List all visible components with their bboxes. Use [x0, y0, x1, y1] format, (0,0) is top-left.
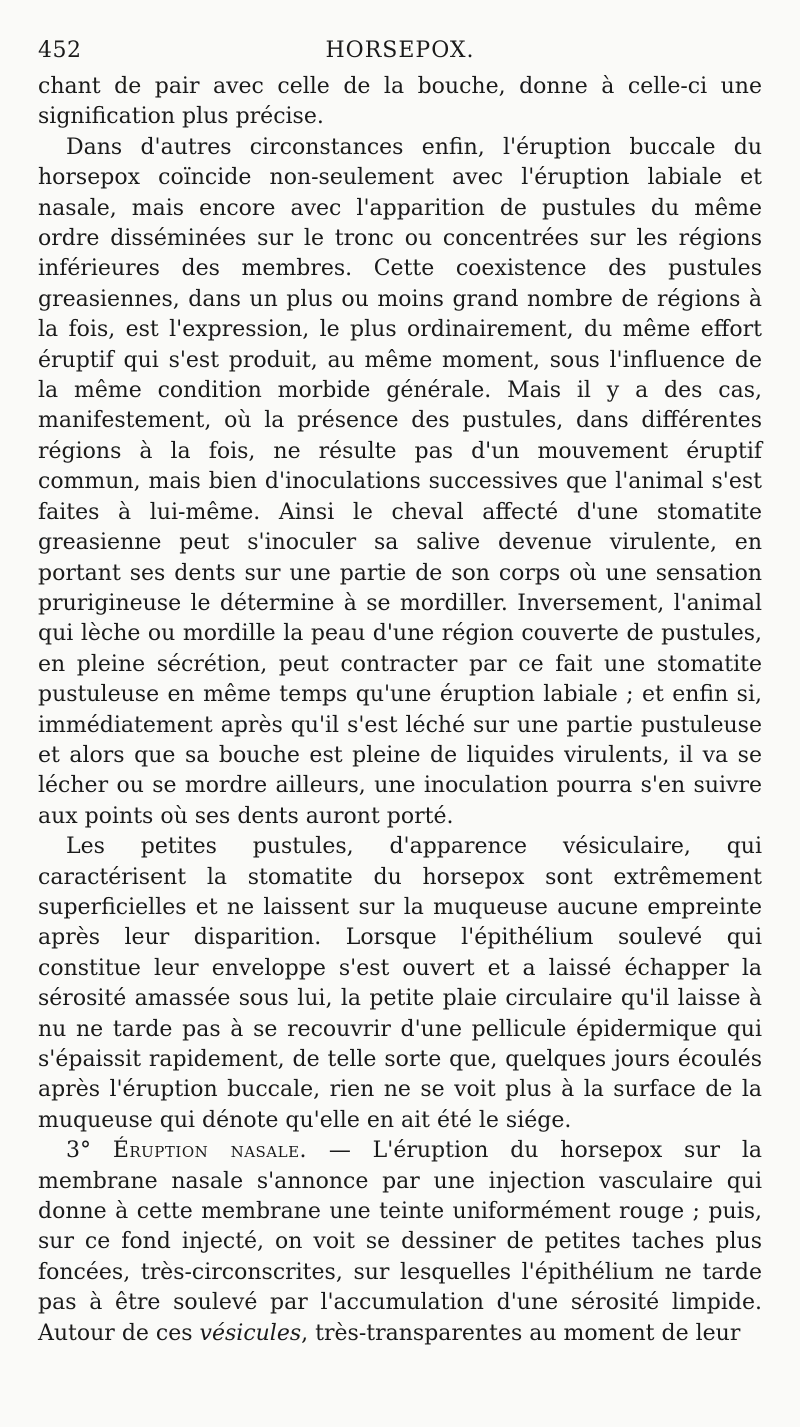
section-paragraph-nasal-eruption	[38, 1136, 762, 1349]
paragraph: Dans d'autres circonstances enfin, l'éruption buccale du horsepox coïncide non-seulement avec l'éruption labiale et nasale, mais encore avec l'apparition de pustules du même ordre disséminées sur le tronc ou concentrées sur les régions inférieures des membres. Cette coexistence des pustules greasiennes, dans un plus ou moins grand nombre de régions à la fois, est l'expression, le plus ordinairement, du même effort éruptif qui s'est produit, au même moment, sous l'influence de la même condition morbide générale. Mais il y a des cas, manifestement, où la présence des pustules, dans différentes régions à la fois, ne résulte pas d'un mouvement éruptif commun, mais bien d'inoculations successives que l'animal s'est faites à lui-même. Ainsi le cheval affecté d'une stomatite greasienne peut s'inoculer sa salive devenue virulente, en portant ses dents sur une partie de son corps où une sensation prurigineuse le détermine à se mordiller. Inversement, l'animal qui lèche ou mordille la peau d'une région couverte de pustules, en pleine sécrétion, peut contracter par ce fait une stomatite pustuleuse en même temps qu'une éruption labiale ; et enfin si, immédiatement après qu'il s'est léché sur une partie pustuleuse et alors que sa bouche est pleine de liquides virulents, il va se lécher ou se mordre ailleurs, une inoculation pourra s'en suivre aux points où ses dents auront porté.	[38, 134, 762, 829]
body-text	[38, 72, 762, 1349]
page-number: 452	[38, 38, 82, 63]
section-number: 3°	[66, 1138, 113, 1164]
italic-term: vésicules	[199, 1320, 302, 1346]
paragraph-text: — L'éruption du horsepox sur la membrane nasale s'annonce par une injection vasculaire qui donne à cette membrane une teinte uniformément rouge ; puis, sur ce fond injecté, on voit se dessiner de petites taches plus foncées, très-circonscrites, sur lesquelles l'épithélium ne tarde pas à être soulevé par l'accumulation d'une sérosité limpide. Autour de ces	[38, 1138, 762, 1346]
paragraph: Les petites pustules, d'apparence vésiculaire, qui caractérisent la stomatite du horsepox sont extrêmement superficielles et ne laissent sur la muqueuse aucune empreinte après leur disparition. Lorsque l'épithélium soulevé qui constitue leur enveloppe s'est ouvert et a laissé échapper la sérosité amassée sous lui, la petite plaie circulaire qu'il laisse à nu ne tarde pas à se recouvrir d'une pellicule épidermique qui s'épaissit rapidement, de telle sorte que, quelques jours écoulés après l'éruption buccale, rien ne se voit plus à la surface de la muqueuse qui dénote qu'elle en ait été le siége.	[38, 834, 762, 1133]
running-title: HORSEPOX.	[325, 38, 475, 63]
paragraph-continuation: chant de pair avec celle de la bouche, donne à celle-ci une signification plus précise.	[38, 74, 762, 130]
paragraph-text-end: , très-transparentes au moment de leur	[301, 1320, 741, 1346]
section-heading: Éruption nasale.	[112, 1138, 308, 1164]
running-head	[38, 26, 762, 72]
